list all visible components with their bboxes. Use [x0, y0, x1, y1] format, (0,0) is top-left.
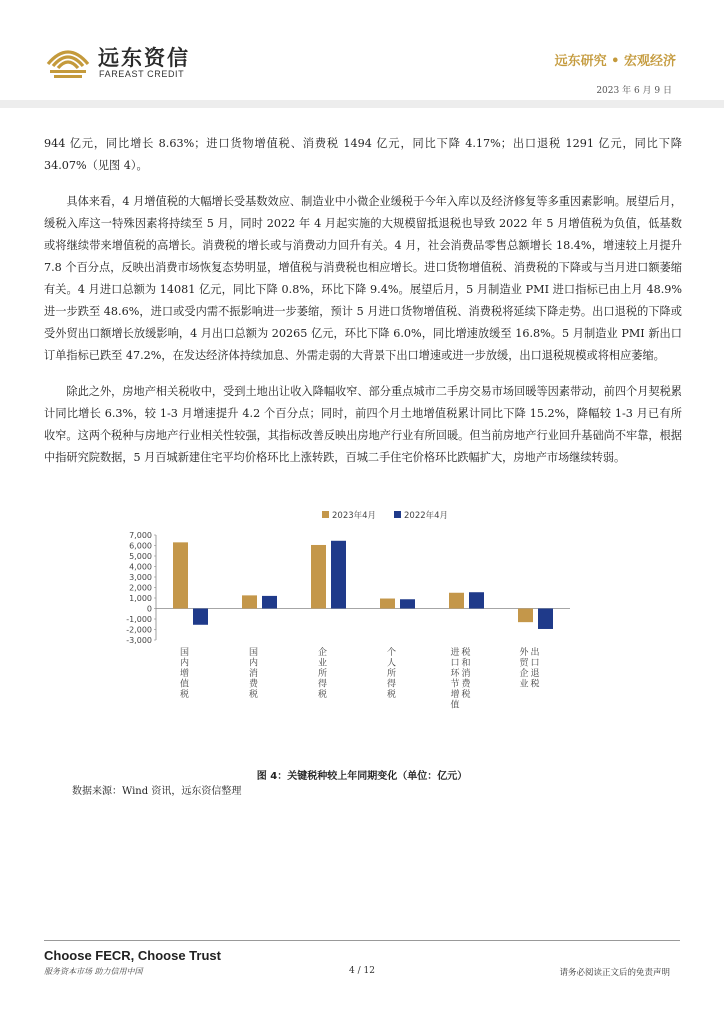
bar-4-1	[469, 592, 484, 608]
footer-slogan-cn: 服务资本市场 助力信用中国	[44, 967, 143, 976]
category-label-2: 税	[317, 690, 328, 700]
category-label-5: 税	[530, 679, 540, 690]
category-label-0: 内	[179, 658, 190, 669]
category-label-5: 业	[519, 679, 529, 690]
footer-divider	[44, 940, 680, 941]
paragraph-1: 944 亿元，同比增长 8.63%；进口货物增值税、消费税 1494 亿元，同比下降 4.17%；出口退税 1291 亿元，同比下降 34.07%（见图 4）。	[44, 137, 682, 172]
footer-slogan-en: Choose FECR, Choose Trust	[44, 948, 221, 963]
category-label-5: 口	[530, 658, 540, 669]
bar-0-0	[173, 542, 188, 608]
category-label-3: 得	[386, 679, 397, 690]
body-text	[44, 133, 682, 483]
bar-2-0	[311, 545, 326, 609]
legend-label-0: 2023年4月	[332, 511, 377, 521]
category-label-2: 企	[317, 648, 328, 658]
legend-label-1: 2022年4月	[404, 511, 449, 521]
legend-swatch-0	[322, 511, 329, 518]
category-label-3: 个	[386, 648, 397, 658]
category-label-5: 企	[519, 669, 529, 679]
bar-5-1	[538, 609, 553, 629]
bar-5-0	[518, 609, 533, 623]
paragraph-2: 具体来看，4 月增值税的大幅增长受基数效应、制造业中小微企业缓税于今年入库以及经济修复等多重因素影响。展望后月，缓税入库这一特殊因素将持续至 5 月，同时 2022 年 4 月起实施的大规模留抵退税也导致 2022 年 5 月增值税为负值，低基数或将继续带来增值税的高增长。消费税的增长或与消费动力回升有关。4 月，社会消费品零售总额增长 18.4%，增速较上月提升 7.8 个百分点，反映出消费市场恢复态势明显，增值税与消费税也相应增长。进口货物增值税、消费税的下降或与当月进口额萎缩有关。4 月进口总额为 14081 亿元，同比下降 0.8%，环比下降 9.4%。展望后月，5 月制造业 PMI 进口指标已由上月 48.9%进一步跌至 48.6%，进口或受内需不振影响进一步萎缩，预计 5 月进口货物增值税、消费税将延续下降走势。出口退税的下降或受外贸出口额增长放缓影响，4 月出口总额为 20265 亿元，环比下降 6.0%，同比增速放缓至 16.8%。5 月制造业 PMI 新出口订单指标已跌至 47.2%，在发达经济体持续加息、外需走弱的大背景下出口增速或进一步放缓，出口退税规模或将相应萎缩。	[44, 195, 682, 362]
bar-1-0	[242, 595, 257, 608]
category-label-3: 所	[386, 669, 397, 679]
category-label-4: 税	[461, 690, 471, 700]
logo-name-cn: 远东资信	[98, 46, 190, 70]
y-tick-label: -1,000	[126, 615, 152, 624]
category-label-0: 增	[179, 669, 190, 679]
category-label-2: 得	[317, 679, 328, 690]
category-label-0: 税	[179, 690, 190, 700]
category-label-4: 值	[450, 700, 460, 711]
data-source: 数据来源：Wind 资讯，远东资信整理	[72, 786, 242, 797]
bar-4-0	[449, 593, 464, 609]
section-label: 远东研究 • 宏观经济	[554, 54, 676, 69]
y-tick-label: 3,000	[129, 573, 152, 582]
report-date: 2023 年 6 月 9 日	[596, 86, 672, 96]
y-tick-label: -3,000	[126, 636, 152, 645]
category-label-4: 消	[461, 669, 471, 679]
category-label-5: 外	[519, 648, 529, 658]
fareast-logo-icon	[44, 42, 92, 78]
category-label-4: 费	[461, 679, 471, 690]
y-tick-label: 4,000	[129, 562, 152, 572]
category-label-0: 国	[179, 648, 190, 658]
y-tick-label: 2,000	[129, 583, 152, 593]
category-label-4: 税	[461, 648, 471, 658]
tax-change-bar-chart	[100, 505, 580, 755]
y-tick-label: 1,000	[129, 594, 152, 603]
category-label-0: 值	[179, 679, 190, 690]
paragraph-3: 除此之外，房地产相关税收中，受到土地出让收入降幅收窄、部分重点城市二手房交易市场回暖等因素带动，前四个月契税累计同比增长 6.3%，较 1-3 月增速提升 4.2 个百分点；同时，前四个月土地增值税累计同比下降 15.2%，降幅较 1-3 月已有所收窄。这两个税种与房地产行业相关性较强，其指标改善反映出房地产行业有所回暖。但当前房地产行业回升基础尚不牢靠，根据中指研究院数据，5 月百城新建住宅平均价格环比上涨转跌，百城二手住宅价格环比跌幅扩大，房地产市场继续转弱。	[44, 385, 682, 464]
y-tick-label: -2,000	[126, 625, 152, 635]
category-label-5: 退	[530, 669, 540, 679]
disclaimer-link[interactable]: 请务必阅读正文后的免责声明	[559, 968, 670, 978]
category-label-5: 贸	[519, 658, 529, 669]
category-label-4: 口	[450, 658, 460, 669]
page-header	[0, 0, 724, 108]
category-label-3: 税	[386, 690, 397, 700]
bar-3-1	[400, 599, 415, 608]
y-tick-label: 5,000	[129, 552, 152, 561]
category-label-4: 环	[450, 669, 460, 679]
bar-2-1	[331, 541, 346, 609]
category-label-5: 出	[530, 648, 540, 658]
page-number: 4 / 12	[349, 966, 375, 976]
category-label-1: 内	[248, 658, 259, 669]
category-label-1: 国	[248, 648, 259, 658]
y-tick-label: 6,000	[129, 541, 152, 551]
category-label-2: 所	[317, 669, 328, 679]
bar-3-0	[380, 599, 395, 609]
category-label-1: 消	[248, 669, 259, 679]
category-label-3: 人	[386, 658, 397, 669]
legend-swatch-1	[394, 511, 401, 518]
header-divider	[0, 100, 724, 108]
bar-1-1	[262, 596, 277, 609]
bar-0-1	[193, 609, 208, 625]
category-label-2: 业	[317, 658, 328, 669]
figure-caption: 图 4：关键税种较上年同期变化（单位：亿元）	[256, 771, 468, 782]
category-label-1: 费	[248, 679, 259, 690]
category-label-4: 进	[450, 648, 460, 658]
y-tick-label: 7,000	[129, 531, 152, 540]
y-tick-label: 0	[146, 604, 152, 614]
category-label-4: 节	[450, 679, 460, 690]
category-label-4: 增	[450, 690, 460, 700]
logo-name-en: FAREAST CREDIT	[99, 69, 185, 79]
category-label-4: 和	[461, 658, 471, 669]
category-label-1: 税	[248, 690, 259, 700]
